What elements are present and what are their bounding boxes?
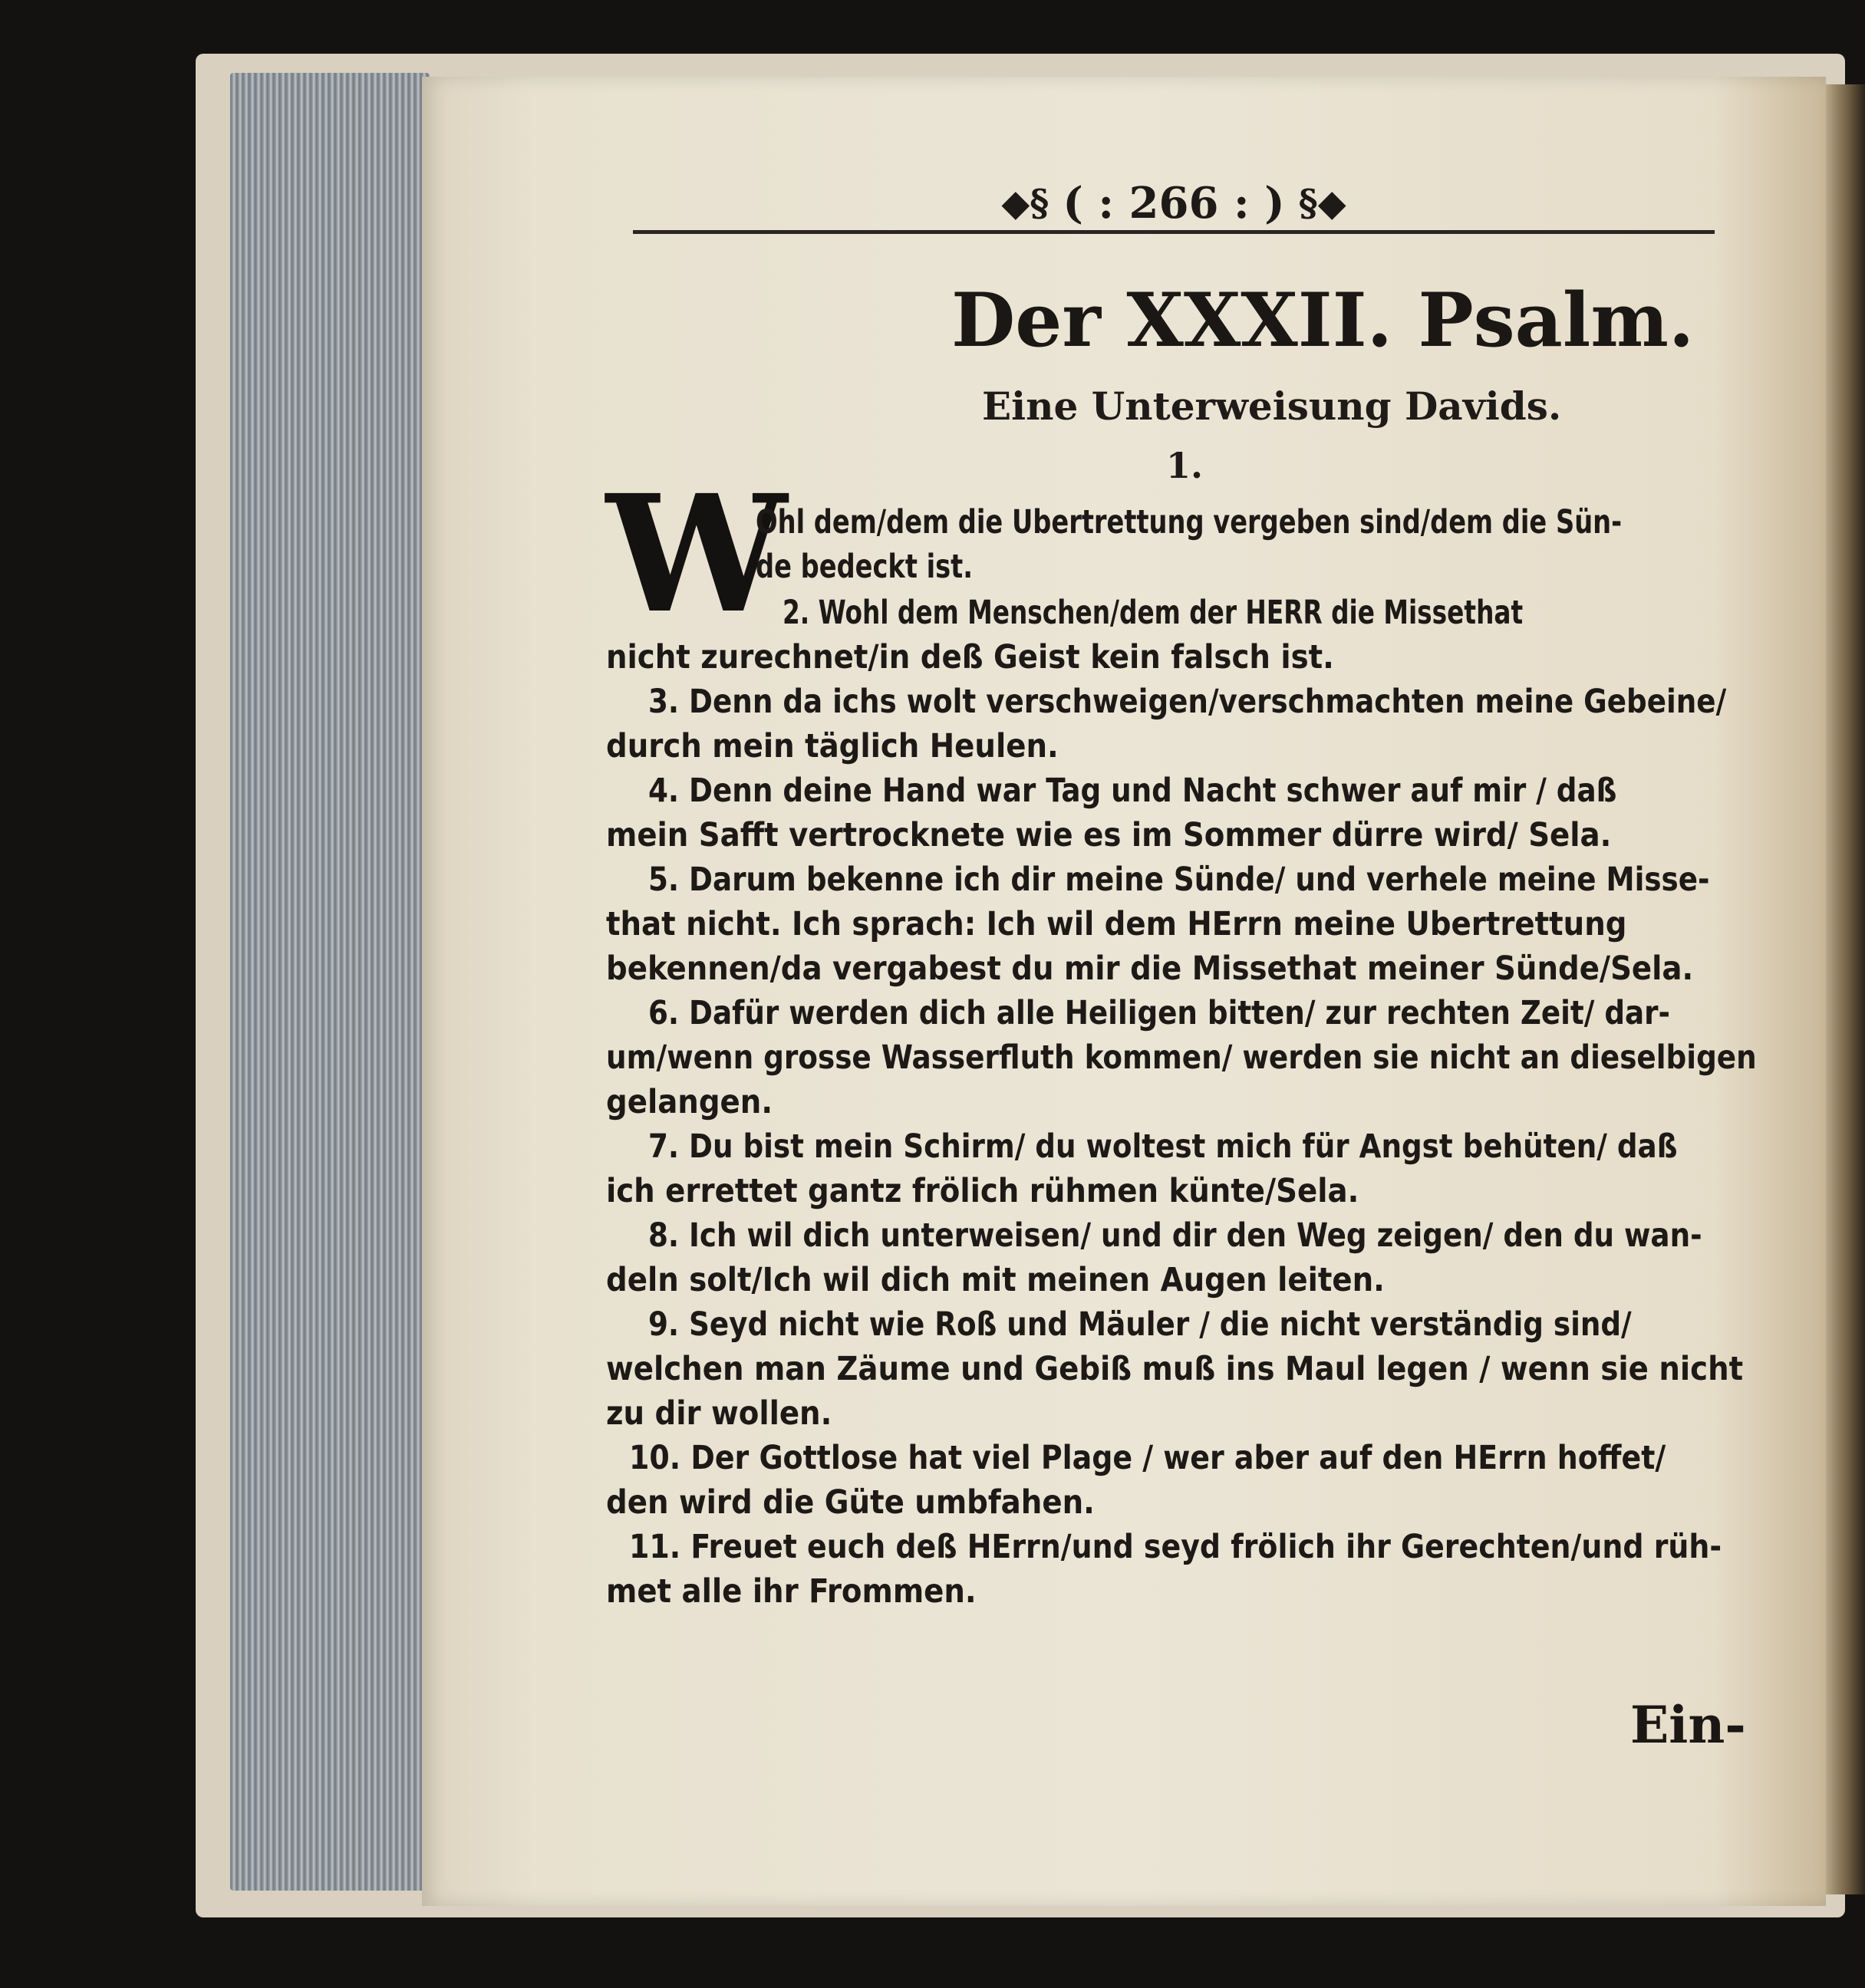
text-line: um/wenn grosse Wasserfluth kommen/ werden sie nicht an dieselbigen <box>606 1038 1757 1077</box>
text-line: 8. Ich wil dich unterweisen/ und dir den Weg zeigen/ den du wan- <box>648 1216 1702 1255</box>
text-line: 11. Freuet euch deß HErrn/und seyd frölich ihr Gerechten/und rüh- <box>629 1528 1722 1566</box>
text-line: met alle ihr Frommen. <box>606 1572 977 1611</box>
text-line: Ohl dem/dem die Ubertrettung vergeben sind/dem die Sün- <box>756 503 1623 541</box>
text-line: gelangen. <box>606 1083 773 1121</box>
text-line: nicht zurechnet/in deß Geist kein falsch ist. <box>606 638 1334 676</box>
text-line: mein Safft vertrocknete wie es im Sommer dürre wird/ Sela. <box>606 816 1612 854</box>
page-gutter-right <box>1826 84 1865 1894</box>
page-number: ( : 266 : ) <box>1063 178 1285 229</box>
page-stack-edge <box>230 73 430 1891</box>
text-line: 9. Seyd nicht wie Roß und Mäuler / die nicht verständig sind/ <box>648 1305 1632 1344</box>
text-line: 5. Darum bekenne ich dir meine Sünde/ und verhele meine Misse- <box>648 861 1710 899</box>
text-line: 7. Du bist mein Schirm/ du woltest mich für Angst behüten/ daß <box>648 1127 1678 1166</box>
text-line: zu dir wollen. <box>606 1394 832 1433</box>
drop-cap: W <box>606 459 787 649</box>
text-line: den wird die Güte umbfahen. <box>606 1483 1095 1522</box>
text-line: deln solt/Ich wil dich mit meinen Augen leiten. <box>606 1261 1385 1299</box>
text-line: 10. Der Gottlose hat viel Plage / wer aber auf den HErrn hoffet/ <box>629 1439 1666 1477</box>
text-line: bekennen/da vergabest du mir die Missethat meiner Sünde/Sela. <box>606 950 1694 988</box>
left-ornament-icon: ◆§ <box>1001 182 1049 225</box>
text-line: welchen man Zäume und Gebiß muß ins Maul legen / wenn sie nicht <box>606 1350 1744 1388</box>
psalm-subtitle: Eine Unterweisung Davids. <box>982 383 1562 429</box>
header-rule <box>633 230 1715 234</box>
catchword: Ein- <box>1630 1695 1746 1755</box>
text-line: that nicht. Ich sprach: Ich wil dem HErrn meine Ubertrettung <box>606 905 1627 943</box>
right-ornament-icon: §◆ <box>1298 182 1346 225</box>
text-line: 6. Dafür werden dich alle Heiligen bitten/ zur rechten Zeit/ dar- <box>648 994 1671 1032</box>
text-line: durch mein täglich Heulen. <box>606 727 1059 765</box>
text-line: 2. Wohl dem Menschen/dem der HERR die Missethat <box>783 594 1524 632</box>
page-header <box>974 176 1373 230</box>
text-line: ich errettet gantz frölich rühmen künte/Sela. <box>606 1172 1359 1210</box>
text-line: 3. Denn da ichs wolt verschweigen/verschmachten meine Gebeine/ <box>648 683 1727 721</box>
text-line: de bedeckt ist. <box>756 548 974 586</box>
section-marker: 1. <box>1166 445 1204 486</box>
text-line: 4. Denn deine Hand war Tag und Nacht schwer auf mir / daß <box>648 772 1617 810</box>
psalm-title: Der XXXII. Psalm. <box>951 277 1695 364</box>
